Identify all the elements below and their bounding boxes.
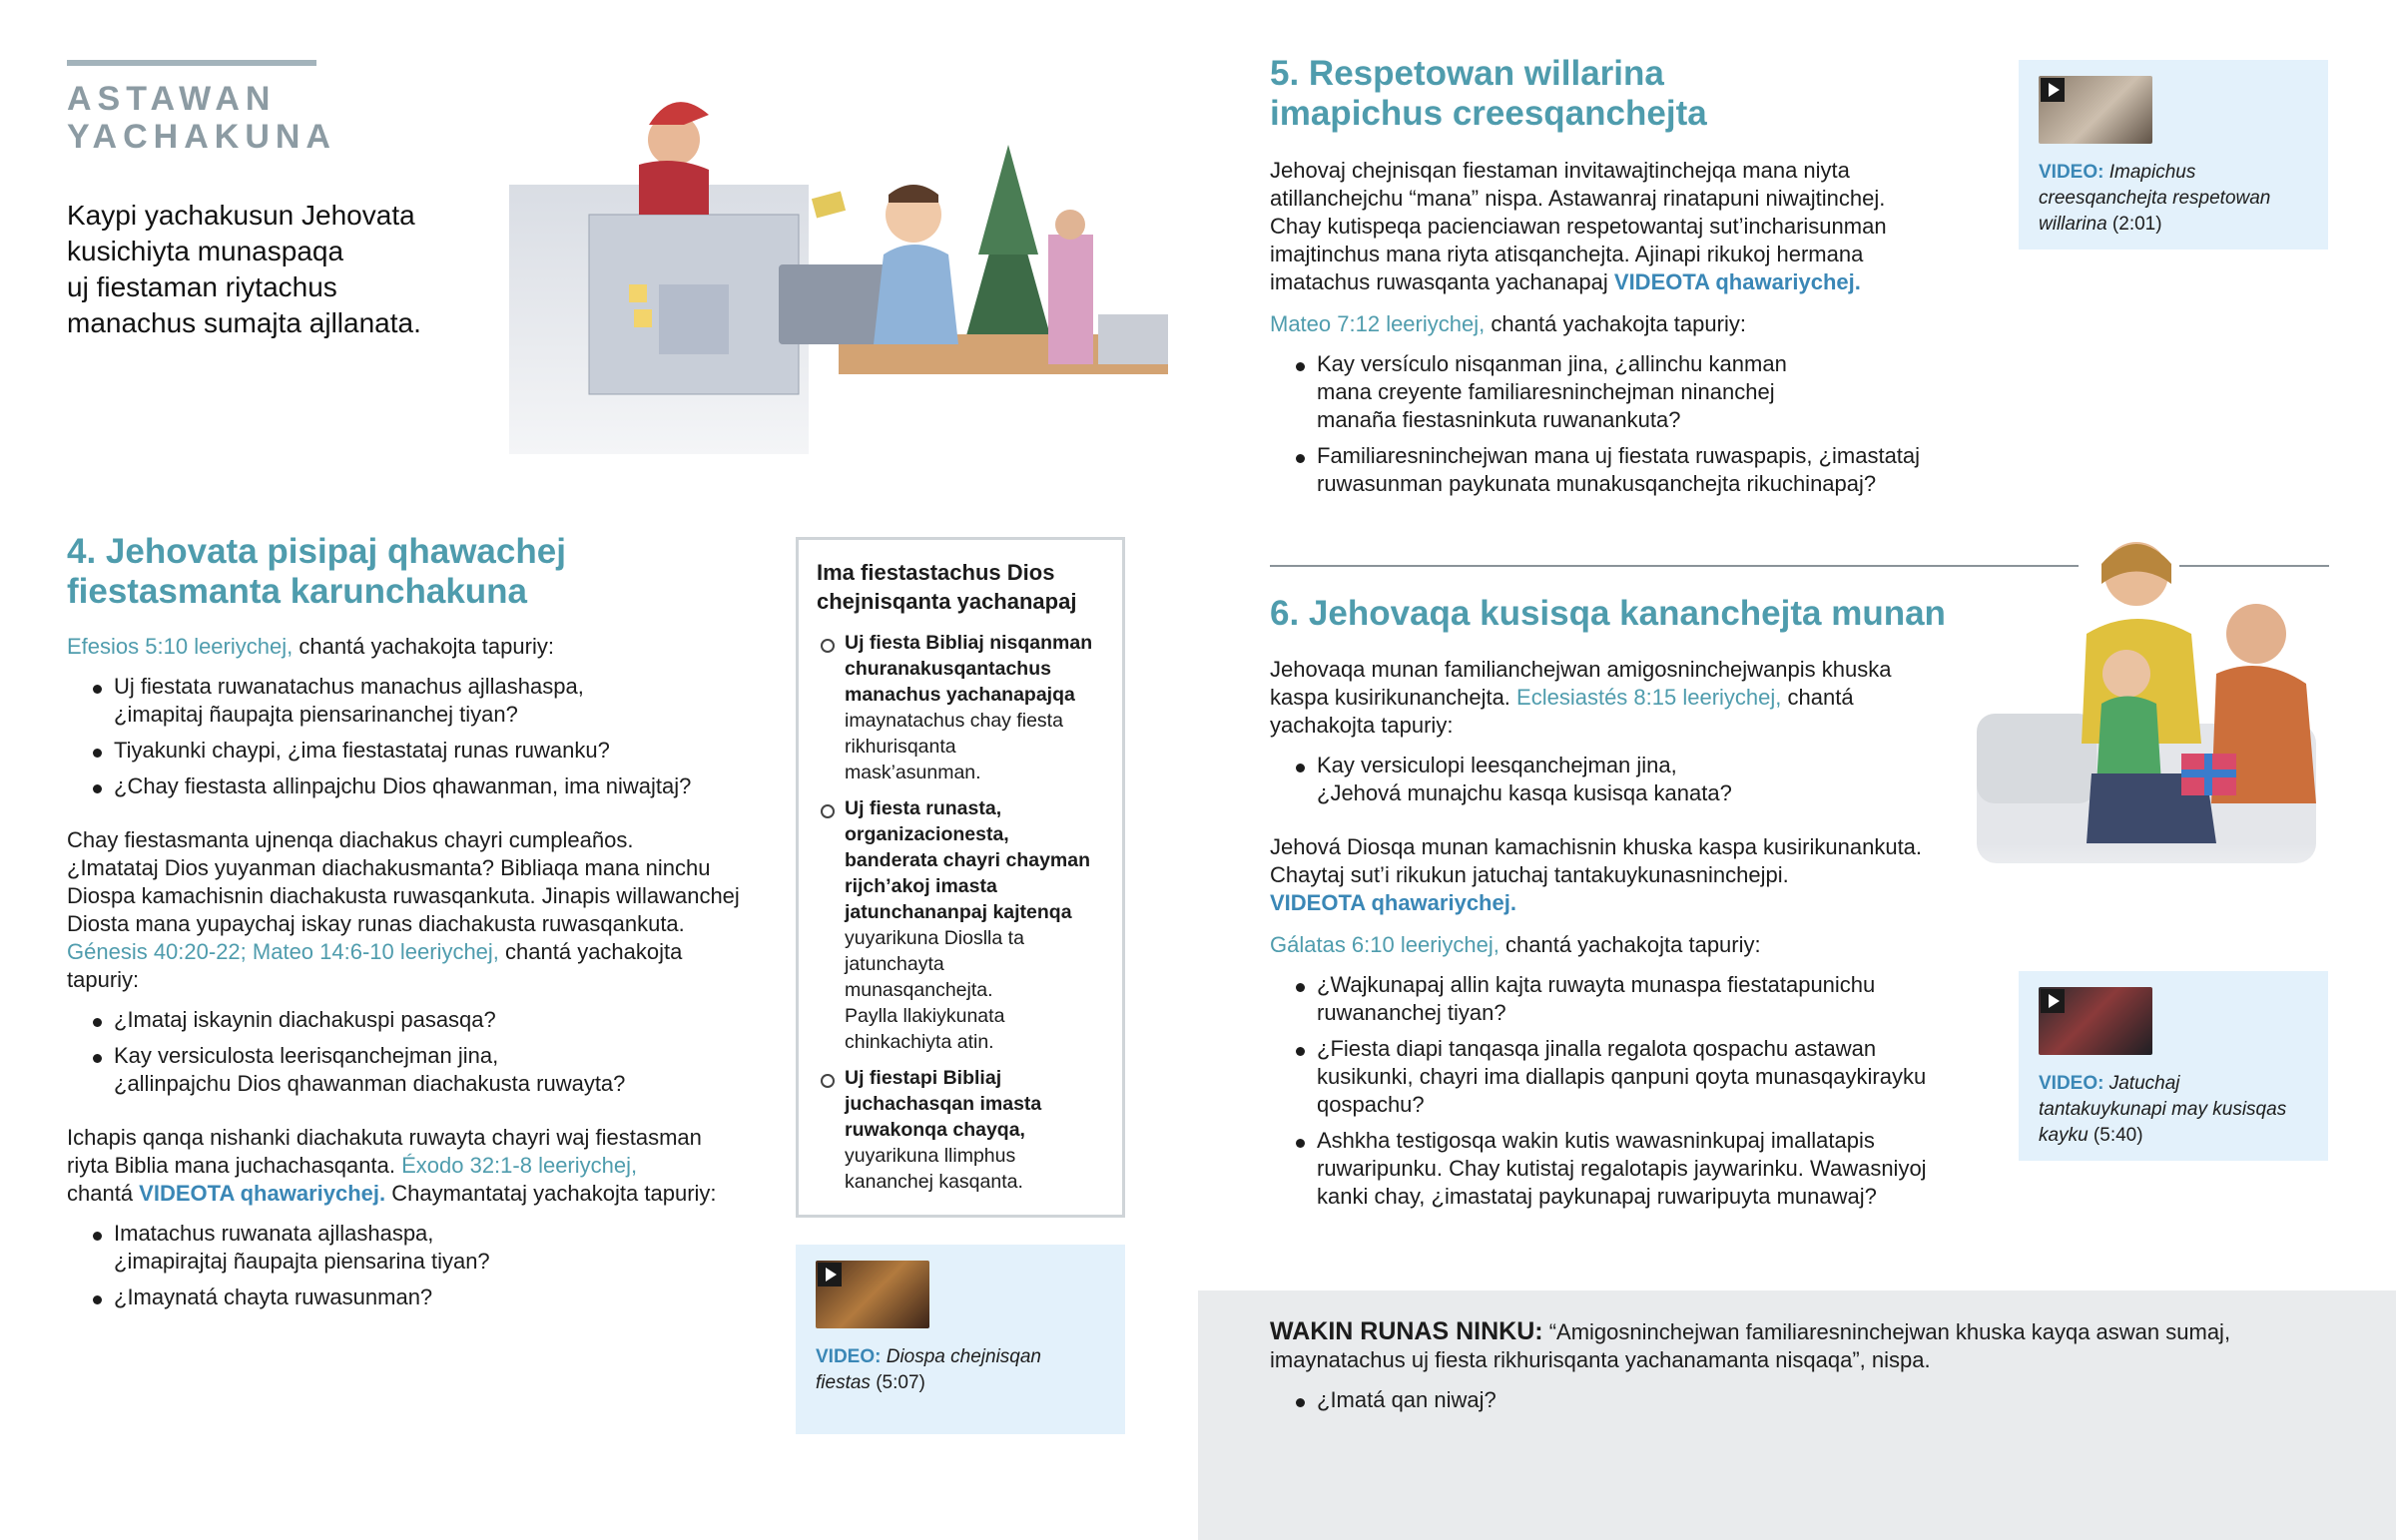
caption-line <box>816 1370 1115 1396</box>
video-tag: VIDEO: <box>2039 1073 2104 1094</box>
scripture-link-mateo[interactable]: Mateo 7:12 leeriychej, <box>1270 311 1486 336</box>
section4-paragraph2 <box>67 1124 766 1208</box>
list-item <box>1270 1127 1989 1211</box>
section4-title <box>67 532 566 612</box>
video-tag: VIDEO: <box>2039 162 2104 183</box>
footer-question-list <box>1270 1386 2368 1414</box>
question-line: mana creyente familiaresninchejman ninanchej <box>1317 379 1775 404</box>
video-title: willarina <box>2039 214 2107 235</box>
paragraph-line <box>1270 268 2009 296</box>
section6-body <box>1270 656 1989 1219</box>
section4-paragraph1 <box>67 826 766 994</box>
sidebar-item-normal <box>845 1143 1104 1195</box>
list-item <box>1270 1035 1989 1119</box>
section-label-line2: YACHAKUNA <box>67 118 336 156</box>
line: churanakusqantachus <box>845 658 1051 680</box>
section6-title <box>1270 594 1946 634</box>
video-thumbnail[interactable] <box>2039 987 2152 1055</box>
video-duration: (5:07) <box>876 1372 925 1393</box>
list-item <box>67 1220 766 1276</box>
scripture-link-eclesiastes[interactable]: Eclesiastés 8:15 leeriychej, <box>1516 685 1782 710</box>
video-caption <box>816 1344 1115 1396</box>
question-line: ruwaripunku. Chay kutistaj regalotapis jaywarinku. Wawasniyoj <box>1317 1156 1927 1181</box>
caption-line <box>2039 1071 2323 1097</box>
video-caption <box>2039 1071 2323 1149</box>
list-item <box>1270 971 1989 1027</box>
video-title: Diospa chejnisqan <box>886 1346 1041 1367</box>
footer-line <box>1270 1317 2368 1346</box>
question-line: Familiaresninchejwan mana uj fiestata ruwaspapis, ¿imastataj <box>1317 443 1921 468</box>
line: mask’asunman. <box>845 762 981 783</box>
list-item <box>67 737 766 765</box>
ref-after: chantá yachakojta tapuriy: <box>1498 932 1761 957</box>
section6-title-text: 6. Jehovaqa kusisqa kananchejta munan <box>1270 594 1946 633</box>
intro-line: Kaypi yachakusun Jehovata <box>67 200 415 231</box>
line: banderata chayri chayman <box>845 849 1091 871</box>
paragraph-line: Diosta mana yupaychaj iskay runas diachakusta ruwasqankuta. <box>67 911 685 936</box>
list-item <box>67 1042 766 1098</box>
section5-ref-line <box>1270 310 2009 338</box>
line: ruwakonqa chayqa, <box>845 1119 1025 1141</box>
line: yuyarikuna Dioslla ta <box>845 927 1024 949</box>
paragraph-line: Diospa kamachisnin diachakusta ruwasqankuta. Jinapis willawanchej <box>67 883 740 908</box>
video-card-jatuchaj[interactable] <box>2019 971 2328 1161</box>
section5-title-line2: imapichus creesqanchejta <box>1270 94 1707 133</box>
question-line: ruwasunman paykunata munakusqanchejta rikuchinapaj? <box>1317 471 1877 496</box>
list-item <box>1270 1386 2368 1414</box>
caption-line <box>2039 212 2323 238</box>
list-item <box>67 1006 766 1034</box>
footer-content <box>1270 1317 2368 1422</box>
sidebar-title <box>817 558 1104 616</box>
paragraph-text: chantá <box>1781 685 1854 710</box>
question-line: ¿Wajkunapaj allin kajta ruwayta munaspa fiestatapunichu <box>1317 972 1876 997</box>
line: munasqanchejta. <box>845 979 993 1001</box>
paragraph-text: imatachus ruwasqanta yachanapaj <box>1270 269 1614 294</box>
question-line: ¿Imatá qan niwaj? <box>1317 1387 1497 1412</box>
paragraph-line: Jehová Diosqa munan kamachisnin khuska kaspa kusirikunankuta. <box>1270 834 1923 859</box>
section4-title-line1: 4. Jehovata pisipaj qhawachej <box>67 532 566 571</box>
video-duration: (5:40) <box>2093 1125 2143 1146</box>
question-line: Kay versiculosta leerisqanchejman jina, <box>114 1043 499 1068</box>
section4-body <box>67 633 766 1319</box>
paragraph-line: Jehovaj chejnisqan fiestaman invitawajtinchejqa mana niyta <box>1270 158 1850 183</box>
list-item <box>1270 442 2009 498</box>
caption-line <box>2039 186 2323 212</box>
question-line: kanki chay, ¿imastataj paykunapaj ruwaripuyta munawaj? <box>1317 1184 1877 1209</box>
ref1-after: chantá yachakojta tapuriy: <box>293 634 554 659</box>
question-line: ¿Chay fiestasta allinpajchu Dios qhawanman, ima niwajtaj? <box>114 773 692 798</box>
sidebar-list-item <box>799 795 1104 1055</box>
list-item <box>1270 350 2009 434</box>
line: juchachasqan imasta <box>845 1093 1042 1115</box>
video-card-diospa[interactable] <box>796 1245 1125 1434</box>
caption-line <box>2039 160 2323 186</box>
paragraph-line: Chay kutispeqa pacienciawan respetowantaj sut’incharisunman <box>1270 214 1887 239</box>
intro-line: manachus sumajta ajllanata. <box>67 307 421 338</box>
line: yuyarikuna llimphus <box>845 1145 1016 1167</box>
family-scene-image <box>1977 524 2336 923</box>
question-line: qospachu? <box>1317 1092 1425 1117</box>
sidebar-title-line2: chejnisqanta yachanapaj <box>817 589 1077 614</box>
paragraph-line: atillanchejchu “mana” nispa. Astawanraj rinatapuni niwajtinchej. <box>1270 186 1886 211</box>
video-title: Imapichus <box>2108 162 2196 183</box>
video-thumbnail[interactable] <box>2039 76 2152 144</box>
line: jatunchayta <box>845 953 944 975</box>
paragraph-line <box>67 1152 766 1180</box>
question-list-1 <box>67 673 766 800</box>
section-label-line1: ASTAWAN <box>67 80 277 118</box>
paragraph-text: chantá <box>67 1181 140 1206</box>
play-icon[interactable] <box>2041 78 2065 102</box>
question-line: ¿allinpajchu Dios qhawanman diachakusta ruwayta? <box>114 1071 626 1096</box>
paragraph-line <box>67 938 766 966</box>
paragraph-line: ¿Imatataj Dios yuyanman diachakusmanta? Bibliaqa mana ninchu <box>67 855 711 880</box>
video-title: fiestas <box>816 1372 871 1393</box>
line: chinkachiyta atin. <box>845 1031 994 1053</box>
section-label-bar <box>67 60 316 66</box>
sidebar-list-item <box>799 630 1104 785</box>
paragraph-line: Ichapis qanqa nishanki diachakuta ruwayta chayri waj fiestasman <box>67 1125 702 1150</box>
footer-label: WAKIN RUNAS NINKU: <box>1270 1317 1543 1345</box>
section5-paragraph <box>1270 157 2009 296</box>
section4-title-line2: fiestasmanta karunchakuna <box>67 572 528 611</box>
paragraph-text: riyta Biblia mana juchachasqanta. <box>67 1153 402 1178</box>
line: rikhurisqanta <box>845 736 956 758</box>
list-item <box>67 772 766 800</box>
office-scene-image <box>509 85 1188 474</box>
section6-paragraph1 <box>1270 656 1989 740</box>
scripture-link-exodo[interactable]: Éxodo 32:1-8 leeriychej, <box>401 1153 638 1178</box>
video-card-imapichus[interactable] <box>2019 60 2328 250</box>
question-list-2 <box>67 1006 766 1098</box>
video-link[interactable]: VIDEOTA qhawariychej. <box>1270 890 1516 915</box>
scripture-link-genesis[interactable]: Génesis 40:20-22; Mateo 14:6-10 leeriychej, <box>67 939 499 964</box>
line: kananchej kasqanta. <box>845 1171 1023 1193</box>
list-item <box>1270 752 1989 807</box>
section5-body <box>1270 157 2009 506</box>
footer-box <box>1198 1290 2396 1540</box>
section6-ref2-line <box>1270 931 1989 959</box>
paragraph-line <box>1270 889 1989 917</box>
line: Paylla llakiykunata <box>845 1005 1005 1027</box>
paragraph-line: yachakojta tapuriy: <box>1270 713 1454 738</box>
sidebar-item-bold <box>845 630 1104 708</box>
question-line: ruwananchej tiyan? <box>1317 1000 1506 1025</box>
play-icon[interactable] <box>818 1263 842 1286</box>
office-illustration <box>509 85 1188 474</box>
section-label <box>67 80 336 156</box>
caption-line <box>816 1344 1115 1370</box>
section5-title <box>1270 54 1707 134</box>
video-tag: VIDEO: <box>816 1346 882 1367</box>
line: Uj fiestapi Bibliaj <box>845 1067 1002 1089</box>
footer-quote-text: “Amigosninchejwan familiaresninchejwan khuska kayqa aswan sumaj, <box>1542 1319 2231 1344</box>
line: jatunchananpaj kajtenqa <box>845 901 1072 923</box>
scripture-link-galatas[interactable]: Gálatas 6:10 leeriychej, <box>1270 932 1499 957</box>
caption-line <box>2039 1123 2323 1149</box>
question-line: manaña fiestasninkuta ruwanankuta? <box>1317 407 1681 432</box>
question-line: ¿Imataj iskaynin diachakuspi pasasqa? <box>114 1007 496 1032</box>
paragraph-line <box>1270 684 1989 712</box>
paragraph-line: Chay fiestasmanta ujnenqa diachakus chayri cumpleaños. <box>67 827 634 852</box>
paragraph-line: imajtinchus mana riyta atisqanchejta. Ajinapi rikukoj hermana <box>1270 242 1864 266</box>
question-line: ¿imapirajtaj ñaupajta piensarina tiyan? <box>114 1249 490 1274</box>
video-title: kayku <box>2039 1125 2089 1146</box>
section4-ref1-line <box>67 633 766 661</box>
question-line: ¿Imaynatá chayta ruwasunman? <box>114 1284 433 1309</box>
paragraph-line: tapuriy: <box>67 967 140 992</box>
question-line: Tiyakunki chaypi, ¿ima fiestastataj runas ruwanku? <box>114 738 610 763</box>
footer-quote <box>1270 1317 2368 1374</box>
video-title: Jatuchaj <box>2108 1073 2180 1094</box>
list-item <box>67 673 766 729</box>
ref-after: chantá yachakojta tapuriy: <box>1485 311 1746 336</box>
paragraph-line: Jehovaqa munan familianchejwan amigosninchejwanpis khuska <box>1270 657 1892 682</box>
scripture-link-efesios[interactable]: Efesios 5:10 leeriychej, <box>67 634 294 659</box>
line: manachus yachanapajqa <box>845 684 1075 706</box>
video-thumbnail[interactable] <box>816 1261 929 1328</box>
caption-line <box>2039 1097 2323 1123</box>
question-line: ¿Jehová munajchu kasqa kusisqa kanata? <box>1317 780 1732 805</box>
intro-line: uj fiestaman riytachus <box>67 271 337 302</box>
paragraph-line: Chaytaj sut’i rikukun jatuchaj tantakuykunasninchejpi. <box>1270 862 1789 887</box>
question-line: Imatachus ruwanata ajllashaspa, <box>114 1221 434 1246</box>
sidebar-box <box>796 537 1125 1218</box>
video-title: creesqanchejta respetowan <box>2039 188 2271 209</box>
intro-line: kusichiyta munaspaqa <box>67 236 344 266</box>
sidebar-item-bold <box>845 795 1104 925</box>
paragraph-text: kaspa kusirikunanchejta. <box>1270 685 1517 710</box>
question-line: Uj fiestata ruwanatachus manachus ajllashaspa, <box>114 674 584 699</box>
ref2-after: chantá yachakojta <box>498 939 683 964</box>
video-title: tantakuykunapi may kusisqas <box>2039 1099 2287 1120</box>
question-line: Ashkha testigosqa wakin kutis wawasninkupaj imallatapis <box>1317 1128 1875 1153</box>
paragraph-line <box>67 1180 766 1208</box>
section5-title-line1: 5. Respetowan willarina <box>1270 54 1664 93</box>
intro-text <box>67 198 421 341</box>
question-list-3 <box>67 1220 766 1311</box>
line: Uj fiesta Bibliaj nisqanman <box>845 632 1093 654</box>
video-link[interactable]: VIDEOTA qhawariychej. <box>139 1181 386 1206</box>
question-line: ¿Fiesta diapi tanqasqa jinalla regalota qospachu astawan <box>1317 1036 1877 1061</box>
sidebar-list-item <box>799 1065 1104 1195</box>
question-line: Kay versiculopi leesqanchejman jina, <box>1317 753 1677 777</box>
play-icon[interactable] <box>2041 989 2065 1013</box>
sidebar-item-normal <box>845 708 1104 785</box>
line: Uj fiesta runasta, <box>845 797 1002 819</box>
video-link[interactable]: VIDEOTA qhawariychej. <box>1613 269 1861 294</box>
line: imaynatachus chay fiesta <box>845 710 1063 732</box>
sidebar-item-normal <box>845 925 1104 1055</box>
footer-line: imaynatachus uj fiesta rikhurisqanta yachanamanta nisqaqa”, nispa. <box>1270 1347 1931 1372</box>
paragraph-text: Chaymantataj yachakojta tapuriy: <box>385 1181 717 1206</box>
line: rijch’akoj imasta <box>845 875 997 897</box>
question-list-5 <box>1270 350 2009 498</box>
question-list-6b <box>1270 971 1989 1211</box>
section-divider <box>1270 565 2079 567</box>
question-line: Kay versículo nisqanman jina, ¿allinchu kanman <box>1317 351 1787 376</box>
question-line: ¿imapitaj ñaupajta piensarinanchej tiyan? <box>114 702 518 727</box>
list-item <box>67 1283 766 1311</box>
sidebar-list <box>799 630 1104 1195</box>
question-list-6a <box>1270 752 1989 807</box>
sidebar-title-line1: Ima fiestastachus Dios <box>817 560 1055 585</box>
sidebar-item-bold <box>845 1065 1104 1143</box>
video-caption <box>2039 160 2323 238</box>
question-line: kusikunki, chayri ima diallapis qanpuni qoyta munasqaykirayku <box>1317 1064 1927 1089</box>
video-duration: (2:01) <box>2111 214 2162 235</box>
section6-paragraph2 <box>1270 833 1989 917</box>
family-illustration <box>1977 524 2336 923</box>
line: organizacionesta, <box>845 823 1009 845</box>
